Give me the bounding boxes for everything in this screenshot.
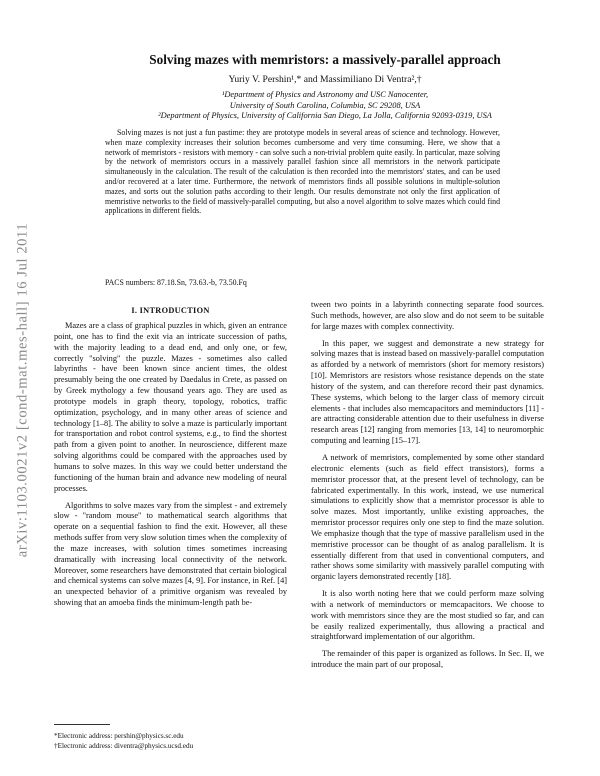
footnote-email-2: †Electronic address: diventra@physics.ucsd.edu — [54, 742, 194, 750]
body-paragraph: It is also worth noting here that we could perform maze solving with a network of meminductors or memcapacitors. We choose to work with memristors since they are the most studied so far, and can be easily realized experimentally, thus allowing a practical and straightforward implementation of our algorithm. — [311, 589, 544, 642]
arxiv-stamp — [0, 170, 46, 610]
abstract: Solving mazes is not just a fun pastime: they are prototype models in several areas of science and technology. However, when maze complexity increases their solution becomes cumbersome and very time consuming. Here, we show that a network of memristors - resistors with memory - can solve such a non-trivial problem quite easily. In particular, maze solving by the network of memristors occurs in a massively parallel fashion since all memristors in the network participate simultaneously in the calculation. The result of the calculation is then recorded into the memristors' states, and can be used and/or recovered at a later time. Furthermore, the network of memristors finds all possible solutions in multiple-solution mazes, and sorts out the solution paths according to their length. Our results demonstrate not only the first application of memristive networks to the field of massively-parallel computing, but also a novel algorithm to solve mazes which could find applications in different fields. — [105, 128, 500, 216]
affiliation-1-line2: University of South Carolina, Columbia, SC 29208, USA — [229, 100, 421, 110]
affiliation-1-line1: ¹Department of Physics and Astronomy and USC Nanocenter, — [221, 90, 429, 99]
affiliation-1 — [90, 90, 560, 111]
body-paragraph: Algorithms to solve mazes vary from the simplest - and extremely slow - "random mouse" to mathematical search algorithms that operate on a sequential fashion to find the exit. However, all these methods suffer from very slow solution times when the complexity of the maze increases, with solution times sometimes increasing dramatically with increasing local connectivity of the network. Moreover, some researchers have demonstrated that certain biological and chemical systems can solve mazes [4, 9]. For instance, in Ref. [4] an unexpected behavior of a primitive organism was revealed by showing that an amoeba finds the minimum-length path be- — [54, 500, 287, 608]
right-column — [311, 300, 544, 671]
left-column — [54, 321, 287, 609]
affiliation-2: ²Department of Physics, University of California San Diego, La Jolla, California 92093-0319, USA — [158, 111, 492, 120]
author-list: Yuriy V. Pershin¹,* and Massimiliano Di Ventra²,† — [228, 74, 422, 85]
body-paragraph: In this paper, we suggest and demonstrate a new strategy for solving mazes that is instead based on massively-parallel computation as afforded by a network of memristors (short for memory resistors) [10]. Memristors are resistors whose resistance depends on the state history of the system, and can therefore record their past dynamics. These systems, which belong to the larger class of memory circuit elements - that includes also memcapacitors and meminductors [11] - are attracting considerable attention due to their usefulness in diverse research areas [12] ranging from memories [13, 14] to neuromorphic computing and learning [15–17]. — [311, 338, 544, 446]
body-paragraph: The remainder of this paper is organized as follows. In Sec. II, we introduce the main part of our proposal, — [311, 649, 544, 670]
arxiv-identifier: arXiv:1103.0021v2 [cond-mat.mes-hall] 16 Jul 2011 — [14, 222, 31, 558]
paper-title: Solving mazes with memristors: a massively-parallel approach — [149, 52, 501, 67]
body-paragraph: A network of memristors, complemented by some other standard electronic elements (such as field effect transistors), forms a memristor processor that, at the present level of technology, can be fabricated experimentally. In this work, instead, we use numerical simulations to explicitly show that a memristor processor is able to solve mazes. Most importantly, unlike existing approaches, the memristor processor requires only one step to find the maze solution. We emphasize though that the type of massive parallelism used in the memristive processor can be thought of as analog parallelism. It is essentially different from that used in conventional computers, and rather shows some similarity with massively parallel computing with organic layers demonstrated recently [18]. — [311, 452, 544, 582]
body-paragraph: tween two points in a labyrinth connecting separate food sources. Such methods, however, are also slow and do not seem to be suitable for large mazes with complex connectivity. — [311, 300, 544, 331]
footnote-rule — [54, 724, 110, 725]
footnote-email-1: *Electronic address: pershin@physics.sc.edu — [54, 732, 184, 740]
pacs-numbers: PACS numbers: 87.18.Sn, 73.63.-b, 73.50.Fq — [105, 278, 247, 287]
body-paragraph: Mazes are a class of graphical puzzles in which, given an entrance point, one has to find the exit via an intricate succession of paths, with the majority leading to a dead end, and only one, or few, correctly "solving" the puzzle. Mazes - sometimes also called labyrinths - have been known since ancient times, the oldest presumably being the one created by Daedalus in Crete, as passed on by Greek mythology a few thousand years ago. They are used as prototype models in graph theory, topology, robotics, traffic optimization, psychology, and in many other areas of science and technology [1–8]. The ability to solve a maze is particularly important for transportation and robot control systems, e.g., to find the shortest path from a given point to another. In neuroscience, different maze solving algorithms could be compared with the approaches used by humans to solve mazes. In this way we could better understand the functioning of the human brain and advance new modeling of neural processes. — [54, 321, 287, 493]
section-heading: I. INTRODUCTION — [131, 306, 210, 315]
